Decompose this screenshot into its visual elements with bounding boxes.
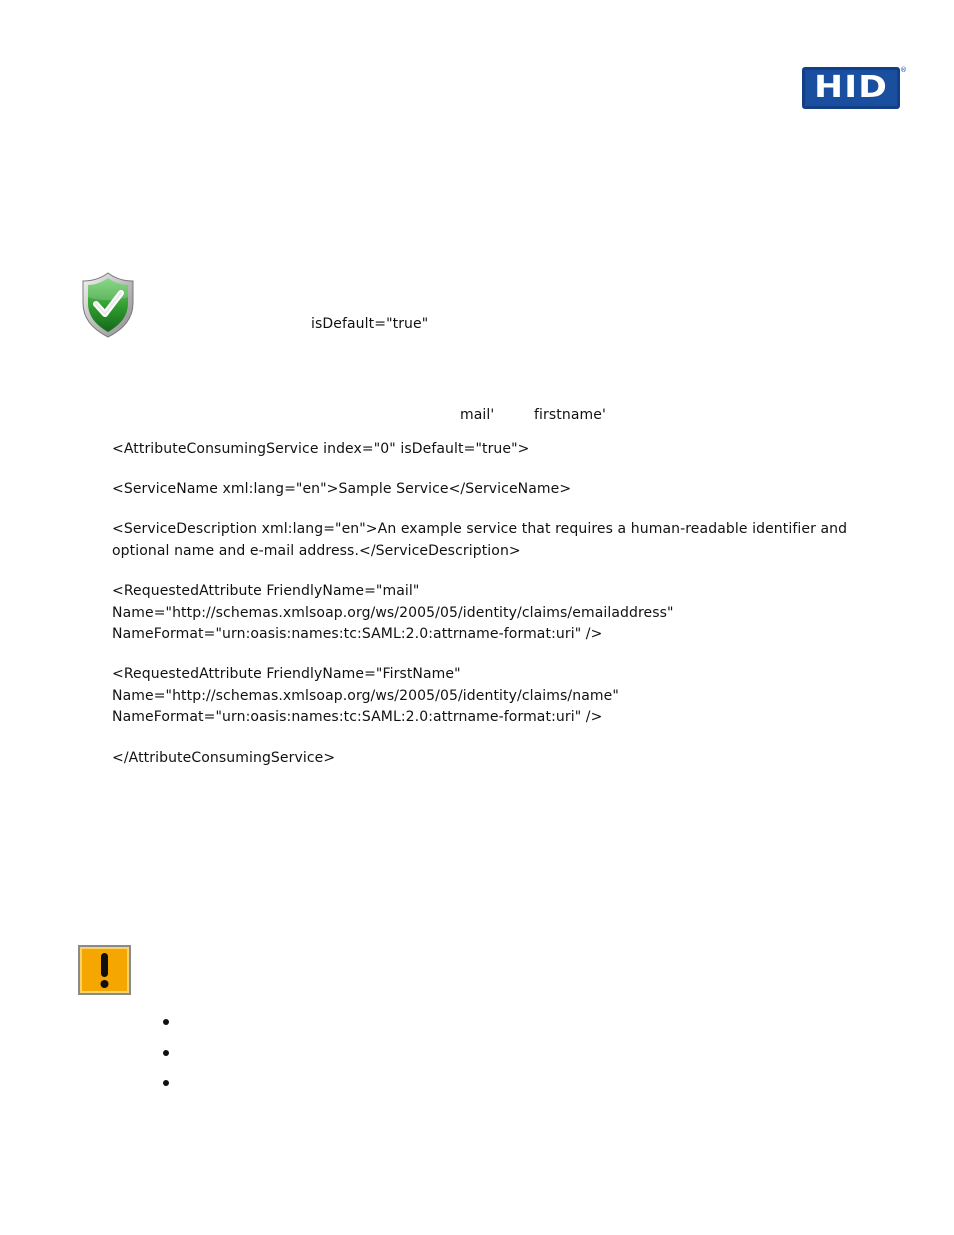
attribute-mail-text: mail': [460, 407, 495, 423]
code-requested-mail-line-1: <RequestedAttribute FriendlyName="mail": [112, 583, 420, 599]
code-description-line-1: <ServiceDescription xml:lang="en">An example service that requires a human-readable identifier and: [112, 521, 848, 537]
warning-icon: [78, 945, 131, 995]
code-requested-firstname-line-1: <RequestedAttribute FriendlyName="FirstName": [112, 666, 461, 682]
bullet-point: [163, 1050, 169, 1056]
bullet-point: [163, 1019, 169, 1025]
logo-text: HID: [814, 70, 888, 105]
code-requested-firstname-line-2: Name="http://schemas.xmlsoap.org/ws/2005/05/identity/claims/name": [112, 688, 619, 704]
attribute-firstname-text: firstname': [534, 407, 606, 423]
code-open-tag: <AttributeConsumingService index="0" isDefault="true">: [112, 441, 530, 457]
note-isdefault-text: isDefault="true": [311, 316, 429, 332]
shield-check-icon: [80, 271, 136, 339]
code-requested-mail-line-3: NameFormat="urn:oasis:names:tc:SAML:2.0:attrname-format:uri" />: [112, 626, 603, 642]
code-requested-mail-line-2: Name="http://schemas.xmlsoap.org/ws/2005/05/identity/claims/emailaddress": [112, 605, 674, 621]
code-close-tag: </AttributeConsumingService>: [112, 750, 336, 766]
hid-logo: [802, 67, 900, 109]
code-service-name: <ServiceName xml:lang="en">Sample Service</ServiceName>: [112, 481, 572, 497]
code-description-line-2: optional name and e-mail address.</ServiceDescription>: [112, 543, 521, 559]
code-requested-firstname-line-3: NameFormat="urn:oasis:names:tc:SAML:2.0:attrname-format:uri" />: [112, 709, 603, 725]
bullet-point: [163, 1080, 169, 1086]
registered-mark: ®: [900, 66, 908, 74]
